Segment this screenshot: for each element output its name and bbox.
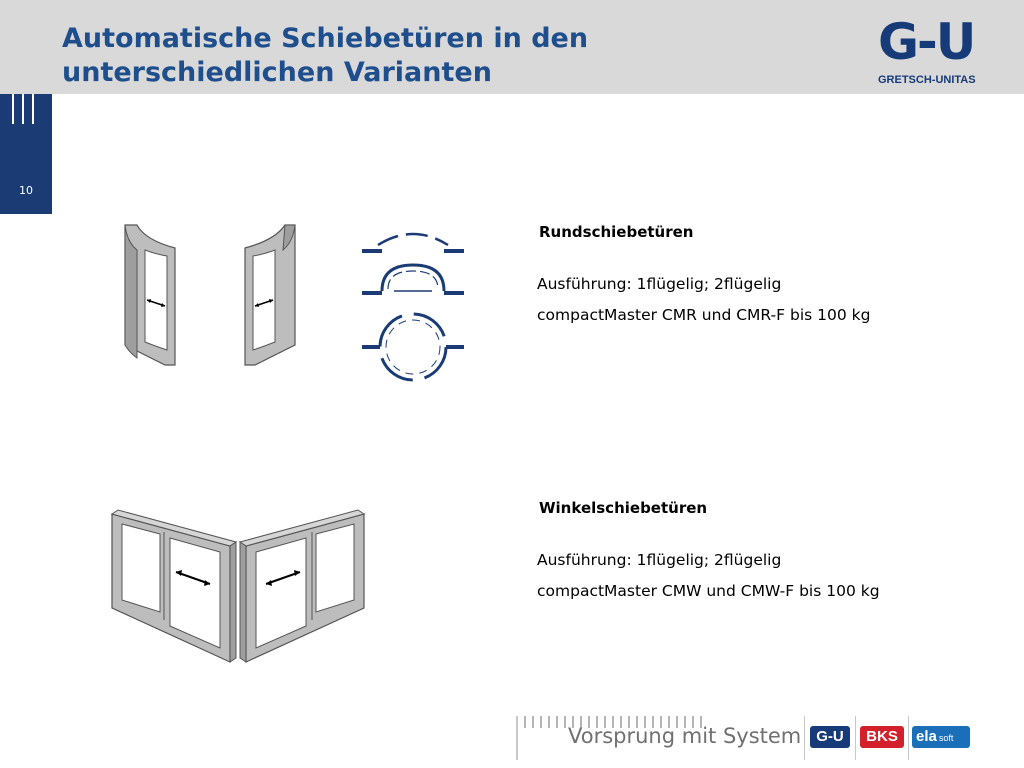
footer-tick [524, 716, 526, 728]
decorative-bars-icon [12, 94, 42, 124]
gu-logo [870, 12, 980, 90]
section-angled-line-2: compactMaster CMW und CMW-F bis 100 kg [537, 582, 880, 600]
slide-number-tab [0, 94, 52, 214]
section-angled-line-1: Ausführung: 1flügelig; 2flügelig [537, 551, 782, 569]
footer-logo-ela: ela [916, 728, 937, 745]
footer-slogan: Vorsprung mit System [568, 724, 802, 748]
section-round-line-1: Ausführung: 1flügelig; 2flügelig [537, 275, 782, 293]
round-door-plan-diagrams [358, 225, 468, 385]
section-round-line-2: compactMaster CMR und CMR-F bis 100 kg [537, 306, 871, 324]
footer-tick [556, 716, 558, 728]
footer-logo-soft: soft [938, 733, 954, 743]
footer-tick [564, 716, 566, 728]
footer-logo-bks: BKS [860, 726, 904, 748]
section-heading-round: Rundschiebetüren [539, 223, 694, 241]
footer-tick [532, 716, 534, 728]
round-sliding-door-illustration [115, 220, 305, 370]
gu-logo-mark: G-U [878, 13, 975, 71]
slide-number: 10 [19, 184, 33, 197]
gu-logo-text: GRETSCH-UNITAS [878, 74, 976, 86]
page-title: Automatische Schiebetüren in den unterschiedlichen Varianten [62, 23, 589, 88]
footer-separator [855, 716, 856, 760]
footer-tick [548, 716, 550, 728]
footer-logo-elasoft [912, 726, 970, 748]
angled-sliding-door-illustration [110, 508, 372, 668]
footer-tick [540, 716, 542, 728]
section-heading-angled: Winkelschiebetüren [539, 499, 708, 517]
footer-separator [804, 716, 805, 760]
footer-divider [516, 716, 518, 760]
footer-separator [908, 716, 909, 760]
footer-logo-gu: G-U [810, 726, 850, 748]
